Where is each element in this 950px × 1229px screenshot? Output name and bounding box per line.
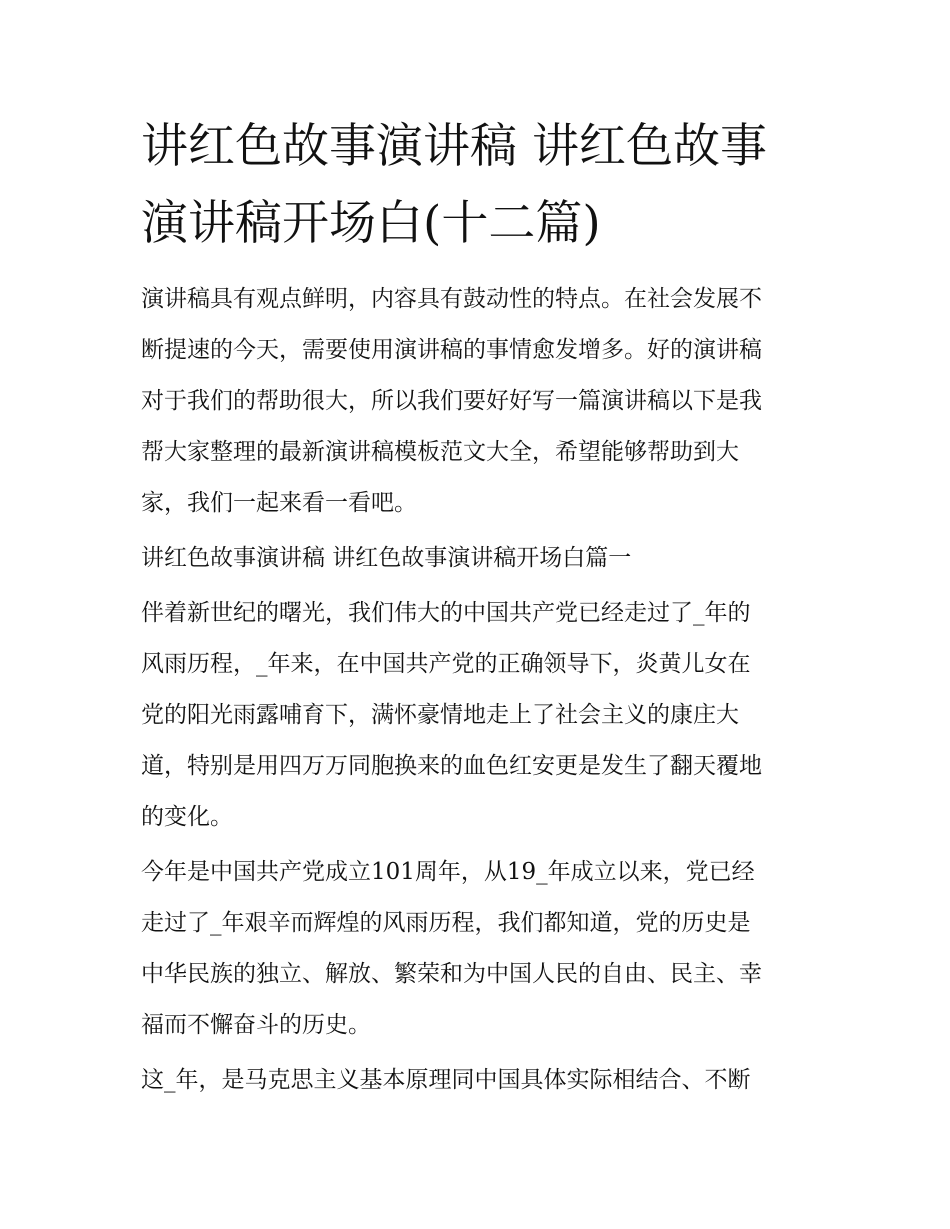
text-line: 帮大家整理的最新演讲稿模板范文大全，希望能够帮助到大 (141, 439, 739, 465)
section-heading (141, 533, 813, 584)
document-body (141, 108, 813, 1110)
text-line: 今年是中国共产党成立101周年，从19_年成立以来，党已经 (141, 859, 755, 885)
text-line: 走过了_年艰辛而辉煌的风雨历程，我们都知道，党的历史是 (141, 910, 751, 936)
text-line: 演讲稿具有观点鲜明，内容具有鼓动性的特点。在社会发展不 (141, 286, 762, 312)
text-line: 中华民族的独立、解放、繁荣和为中国人民的自由、民主、幸 (141, 961, 762, 987)
text-line: 伴着新世纪的曙光，我们伟大的中国共产党已经走过了_年的 (141, 600, 751, 626)
intro-paragraph (141, 274, 813, 529)
text-line: 道，特别是用四万万同胞换来的血色红安更是发生了翻天覆地 (141, 753, 762, 779)
text-line: 的变化。 (141, 804, 233, 830)
text-line: 家，我们一起来看一看吧。 (141, 490, 417, 516)
text-line: 福而不懈奋斗的历史。 (141, 1012, 371, 1038)
title-line: 演讲稿开场白(十二篇) (141, 196, 601, 251)
text-line: 党的阳光雨露哺育下，满怀豪情地走上了社会主义的康庄大 (141, 702, 739, 728)
body-paragraph (141, 1055, 813, 1106)
text-line: 断提速的今天，需要使用演讲稿的事情愈发增多。好的演讲稿 (141, 337, 762, 363)
text-line: 这_年，是马克思主义基本原理同中国具体实际相结合、不断 (141, 1067, 751, 1093)
text-line: 讲红色故事演讲稿 讲红色故事演讲稿开场白篇一 (141, 545, 632, 571)
text-line: 对于我们的帮助很大，所以我们要好好写一篇演讲稿以下是我 (141, 388, 762, 414)
body-paragraph (141, 847, 813, 1051)
title-line: 讲红色故事演讲稿 讲红色故事 (141, 119, 767, 174)
body-paragraph (141, 588, 813, 843)
text-line: 风雨历程，_年来，在中国共产党的正确领导下，炎黄儿女在 (141, 651, 751, 677)
document-title (141, 108, 813, 262)
